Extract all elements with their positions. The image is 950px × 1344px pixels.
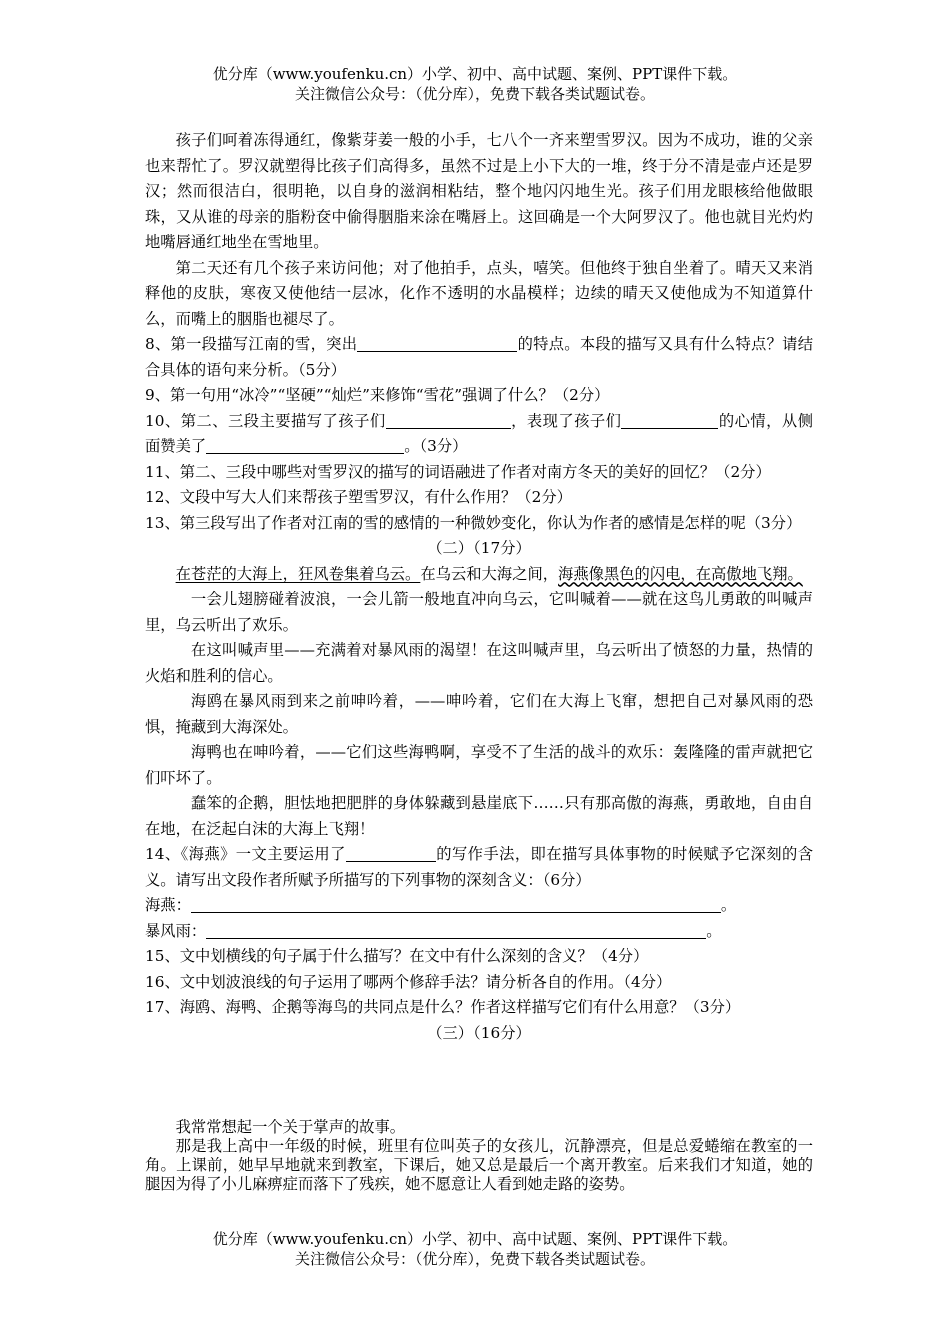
q8-text-a: 8、第一段描写江南的雪，突出 <box>145 335 358 353</box>
q14-baofengyu-blank[interactable] <box>206 922 706 939</box>
q14-baofengyu-period: 。 <box>706 921 722 940</box>
page-header <box>0 64 950 104</box>
footer-line-1: 优分库（www.youfenku.cn）小学、初中、高中试题、案例、PPT课件下载。 <box>212 1230 738 1248</box>
section3-story <box>145 1118 813 1194</box>
q10-text-b: ，表现了孩子们 <box>510 411 622 430</box>
q14-haiyan-blank[interactable] <box>191 896 721 913</box>
page-footer <box>0 1229 950 1269</box>
q14-blank[interactable] <box>346 845 436 862</box>
question-13: 13、第三段写出了作者对江南的雪的感情的一种微妙变化，你认为作者的感情是怎样的呢（3分） <box>145 513 802 532</box>
section2-para6: 蠢笨的企鹅，胆怯地把肥胖的身体躲藏到悬崖底下……只有那高傲的海燕，勇敢地，自由自在地，在泛起白沫的大海上飞翔！ <box>145 794 813 838</box>
section3-para2: 那是我上高中一年级的时候，班里有位叫英子的女孩儿，沉静漂亮，但是总爱蜷缩在教室的一角。上课前，她早早地就来到教室，下课后，她又总是最后一个离开教室。后来我们才知道，她的腿因为得了小儿麻痹症而落下了残疾，她不愿意让人看到她走路的姿势。 <box>145 1137 813 1193</box>
q14-text-a: 14、《海燕》一文主要运用了 <box>145 845 346 863</box>
q8-text-b: 的特点。本段的描写又具有什么特点？请结合具体的语句来分析。（5分） <box>145 335 813 379</box>
section2-para1 <box>145 562 813 588</box>
question-15: 15、文中划横线的句子属于什么描写？在文中有什么深刻的含义？（4分） <box>145 947 649 965</box>
question-10 <box>145 409 813 460</box>
q14-haiyan-label: 海燕： <box>145 896 191 914</box>
footer-line-2: 关注微信公众号：（优分库），免费下载各类试题试卷。 <box>294 1250 655 1268</box>
header-line-2: 关注微信公众号：（优分库），免费下载各类试题试卷。 <box>294 85 655 103</box>
question-14 <box>145 842 813 893</box>
question-12: 12、文段中写大人们来帮孩子塑雪罗汉，有什么作用？（2分） <box>145 488 572 506</box>
section2-para4: 海鸥在暴风雨到来之前呻吟着，——呻吟着，它们在大海上飞窜，想把自己对暴风雨的恐惧，掩藏到大海深处。 <box>145 692 813 736</box>
q10-text-c: 的心情，从侧面赞美了 <box>145 411 813 455</box>
q14-baofengyu-line <box>145 919 813 945</box>
para1-middle: 在乌云和大海之间， <box>420 564 559 583</box>
q10-text-a: 10、第二、三段主要描写了孩子们 <box>145 411 386 430</box>
passage1-para2: 第二天还有几个孩子来访问他；对了他拍手，点头，嘻笑。但他终于独自坐着了。晴天又来消释他的皮肤，寒夜又使他结一层冰，化作不透明的水晶模样；边续的晴天又使他成为不知道算什么，而嘴上的胭脂也褪尽了。 <box>145 258 813 328</box>
q14-text-b: 的写作手法，即在描写具体事物的时候赋予它深刻的含义。请写出文段作者所赋予所描写的下列事物的深刻含义：（6分） <box>145 845 813 889</box>
q10-text-d: 。（3分） <box>404 437 468 455</box>
q14-haiyan-period: 。 <box>720 896 737 914</box>
section3-heading: （三）（16分） <box>427 1023 531 1042</box>
q10-blank-1[interactable] <box>386 412 511 429</box>
section2-para3: 在这叫喊声里——充满着对暴风雨的渴望！在这叫喊声里，乌云听出了愤怒的力量，热情的火焰和胜利的信心。 <box>145 641 813 685</box>
section3-para1: 我常常想起一个关于掌声的故事。 <box>175 1118 406 1136</box>
wavy-underlined-sentence: 海燕像黑色的闪电，在高傲地飞翔。 <box>558 564 803 583</box>
question-16: 16、文中划波浪线的句子运用了哪两个修辞手法？请分析各自的作用。（4分） <box>145 972 672 991</box>
question-9: 9、第一句用“冰冷”“坚硬”“灿烂”来修饰“雪花”强调了什么？（2分） <box>145 386 610 404</box>
header-line-1: 优分库（www.youfenku.cn）小学、初中、高中试题、案例、PPT课件下载。 <box>212 65 738 83</box>
question-11: 11、第二、三段中哪些对雪罗汉的描写的词语融进了作者对南方冬天的美好的回忆？（2分） <box>145 462 771 481</box>
section2-heading: （二）（17分） <box>427 539 531 557</box>
question-8 <box>145 332 813 383</box>
section2-para5: 海鸭也在呻吟着，——它们这些海鸭啊，享受不了生活的战斗的欢乐：轰隆隆的雷声就把它们吓坏了。 <box>145 743 813 787</box>
underlined-sentence: 在苍茫的大海上，狂风卷集着乌云。 <box>175 564 421 583</box>
q14-haiyan-line <box>145 893 813 919</box>
q8-blank[interactable] <box>357 335 517 352</box>
question-17: 17、海鸥、海鸭、企鹅等海鸟的共同点是什么？作者这样描写它们有什么用意？（3分） <box>145 998 741 1016</box>
section2-para2: 一会儿翅膀碰着波浪，一会儿箭一般地直冲向乌云，它叫喊着——就在这鸟儿勇敢的叫喊声里，乌云听出了欢乐。 <box>145 590 813 634</box>
q10-blank-2[interactable] <box>621 412 718 429</box>
passage1-para1: 孩子们呵着冻得通红，像紫芽姜一般的小手，七八个一齐来塑雪罗汉。因为不成功，谁的父亲也来帮忙了。罗汉就塑得比孩子们高得多，虽然不过是上小下大的一堆，终于分不清是壶卢还是罗汉；然而很洁白，很明艳，以自身的滋润相粘结，整个地闪闪地生光。孩子们用龙眼核给他做眼珠，又从谁的母亲的脂粉奁中偷得胭脂来涂在嘴唇上。这回确是一个大阿罗汉了。他也就目光灼灼地嘴唇通红地坐在雪地里。 <box>145 131 813 251</box>
q10-blank-3[interactable] <box>206 437 404 454</box>
q14-baofengyu-label: 暴风雨： <box>145 921 207 940</box>
document-body <box>145 128 813 1046</box>
